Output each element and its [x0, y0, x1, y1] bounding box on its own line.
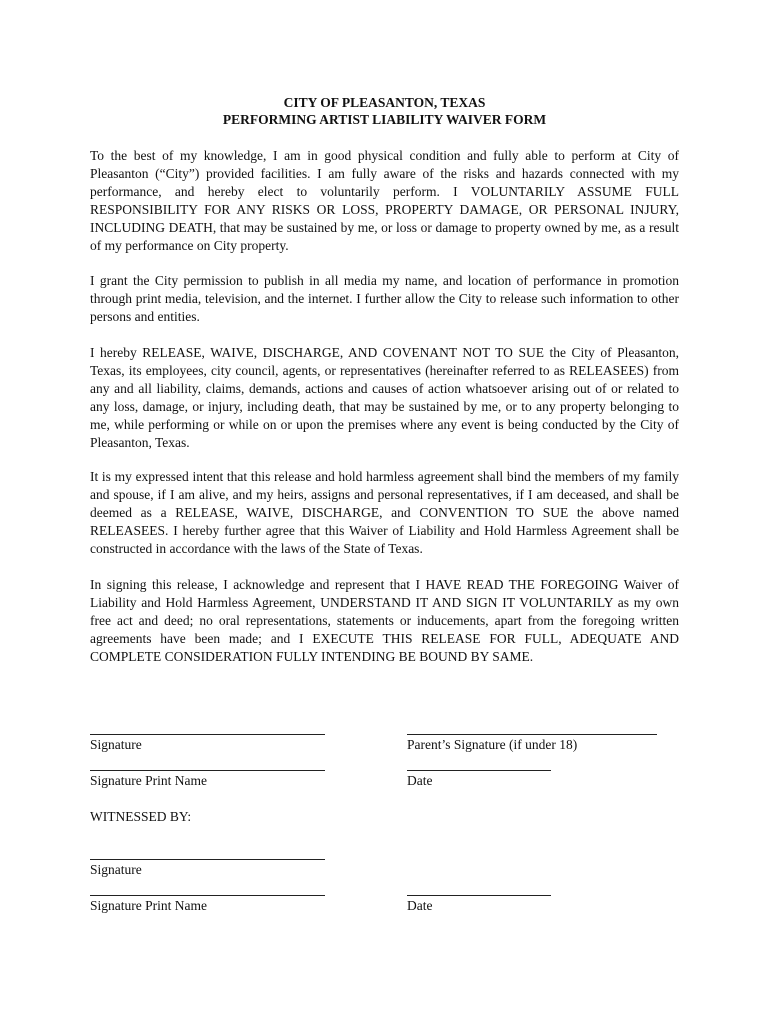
date-label: Date [407, 773, 433, 788]
paragraph-acknowledgement: In signing this release, I acknowledge and represent that I HAVE READ THE FOREGOING Waiver of Liability and Hold Harmless Agreement, UNDERSTAND IT AND SIGN IT VOLUNTARILY as my own free act and deed; no oral representations, statements or inducements, apart from the foregoing written agreements have been made; and I EXECUTE THIS RELEASE FOR FULL, ADEQUATE AND COMPLETE CONSIDERATION FULLY INTENDING BE BOUND BY SAME. [90, 577, 679, 664]
witness-date-label: Date [407, 898, 433, 913]
witness-signature-line[interactable] [90, 859, 325, 860]
witnessed-by-heading: WITNESSED BY: [90, 809, 192, 824]
paragraph-assumption-of-risk: To the best of my knowledge, I am in good physical condition and fully able to perform at City of Pleasanton (“City”) provided facilities. I am fully aware of the risks and hazards connected with my performance, and hereby elect to voluntarily perform. I VOLUNTARILY ASSUME FULL RESPONSIBILITY FOR ANY RISKS OR LOSS, PROPERTY DAMAGE, OR PERSONAL INJURY, INCLUDING DEATH, that may be sustained by me, or loss or damage to property owned by me, as a result of my performance on City property. [90, 148, 679, 253]
signature-print-name-label: Signature Print Name [90, 773, 207, 788]
parent-signature-line[interactable] [407, 734, 657, 735]
paragraph-media-permission: I grant the City permission to publish in all media my name, and location of performance in promotion through print media, television, and the internet. I further allow the City to release such information to other persons and entities. [90, 273, 679, 324]
date-line[interactable] [407, 770, 551, 771]
witness-signature-label: Signature [90, 862, 142, 877]
paragraph-release-waiver: I hereby RELEASE, WAIVE, DISCHARGE, AND COVENANT NOT TO SUE the City of Pleasanton, Texas, its employees, city council, agents, or representatives (hereinafter referred to as RELEASEES) from any and all liability, claims, demands, actions and causes of action whatsoever arising out of or related to any loss, damage, or injury, including death, that may be sustained by me, or to any property belonging to me, while performing or while on or upon the premises where any event is being conducted by the City of Pleasanton, Texas. [90, 345, 679, 450]
witness-print-name-label: Signature Print Name [90, 898, 207, 913]
form-title-city: CITY OF PLEASANTON, TEXAS [283, 95, 486, 110]
paragraph-binding-intent: It is my expressed intent that this release and hold harmless agreement shall bind the members of my family and spouse, if I am alive, and my heirs, assigns and personal representatives, if I am deceased, and shall be deemed as a RELEASE, WAIVE, DISCHARGE, and CONVENTION TO SUE the above named RELEASEES. I hereby further agree that this Waiver of Liability and Hold Harmless Agreement shall be constructed in accordance with the laws of the State of Texas. [90, 469, 679, 556]
signature-label: Signature [90, 737, 142, 752]
signature-line[interactable] [90, 734, 325, 735]
parent-signature-label: Parent’s Signature (if under 18) [407, 737, 578, 752]
signature-print-name-line[interactable] [90, 770, 325, 771]
form-title-waiver: PERFORMING ARTIST LIABILITY WAIVER FORM [222, 112, 547, 127]
witness-date-line[interactable] [407, 895, 551, 896]
witness-print-name-line[interactable] [90, 895, 325, 896]
